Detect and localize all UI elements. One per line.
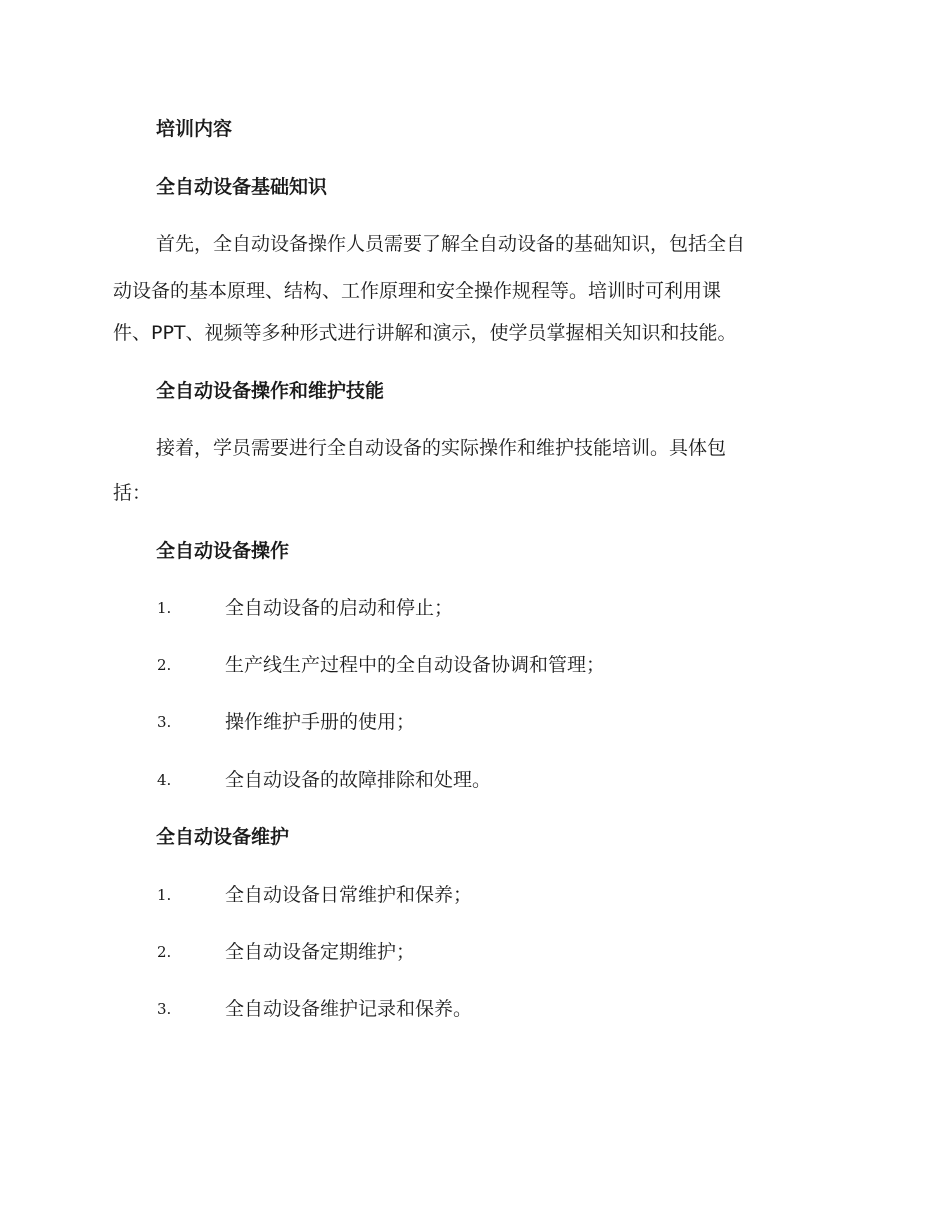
heading-maintenance: 全自动设备维护 [156, 826, 290, 848]
list-number: 2. [157, 656, 172, 674]
list-number: 4. [157, 771, 172, 789]
list-item: 全自动设备定期维护； [225, 941, 416, 963]
list-item: 生产线生产过程中的全自动设备协调和管理； [225, 654, 606, 676]
list-item: 全自动设备维护记录和保养。 [225, 998, 473, 1020]
list-item: 全自动设备的启动和停止； [225, 597, 454, 619]
section-title: 培训内容 [156, 118, 233, 140]
paragraph-line: 动设备的基本原理、结构、工作原理和安全操作规程等。培训时可利用课 [113, 280, 722, 302]
list-number: 1. [157, 599, 172, 617]
heading-basic-knowledge: 全自动设备基础知识 [156, 176, 328, 198]
list-item: 全自动设备日常维护和保养； [225, 884, 473, 906]
list-number: 2. [157, 943, 172, 961]
list-item: 操作维护手册的使用； [225, 711, 416, 733]
paragraph-line: 接着，学员需要进行全自动设备的实际操作和维护技能培训。具体包 [156, 437, 727, 459]
paragraph-line: 首先，全自动设备操作人员需要了解全自动设备的基础知识，包括全自 [156, 233, 746, 255]
heading-operation: 全自动设备操作 [156, 540, 290, 562]
heading-operation-maintenance-skills: 全自动设备操作和维护技能 [156, 380, 385, 402]
list-number: 1. [157, 886, 172, 904]
paragraph-line: 括： [113, 482, 152, 504]
list-number: 3. [157, 713, 172, 731]
list-item: 全自动设备的故障排除和处理。 [225, 769, 492, 791]
paragraph-line: 件、PPT、视频等多种形式进行讲解和演示，使学员掌握相关知识和技能。 [113, 322, 737, 344]
list-number: 3. [157, 1000, 172, 1018]
